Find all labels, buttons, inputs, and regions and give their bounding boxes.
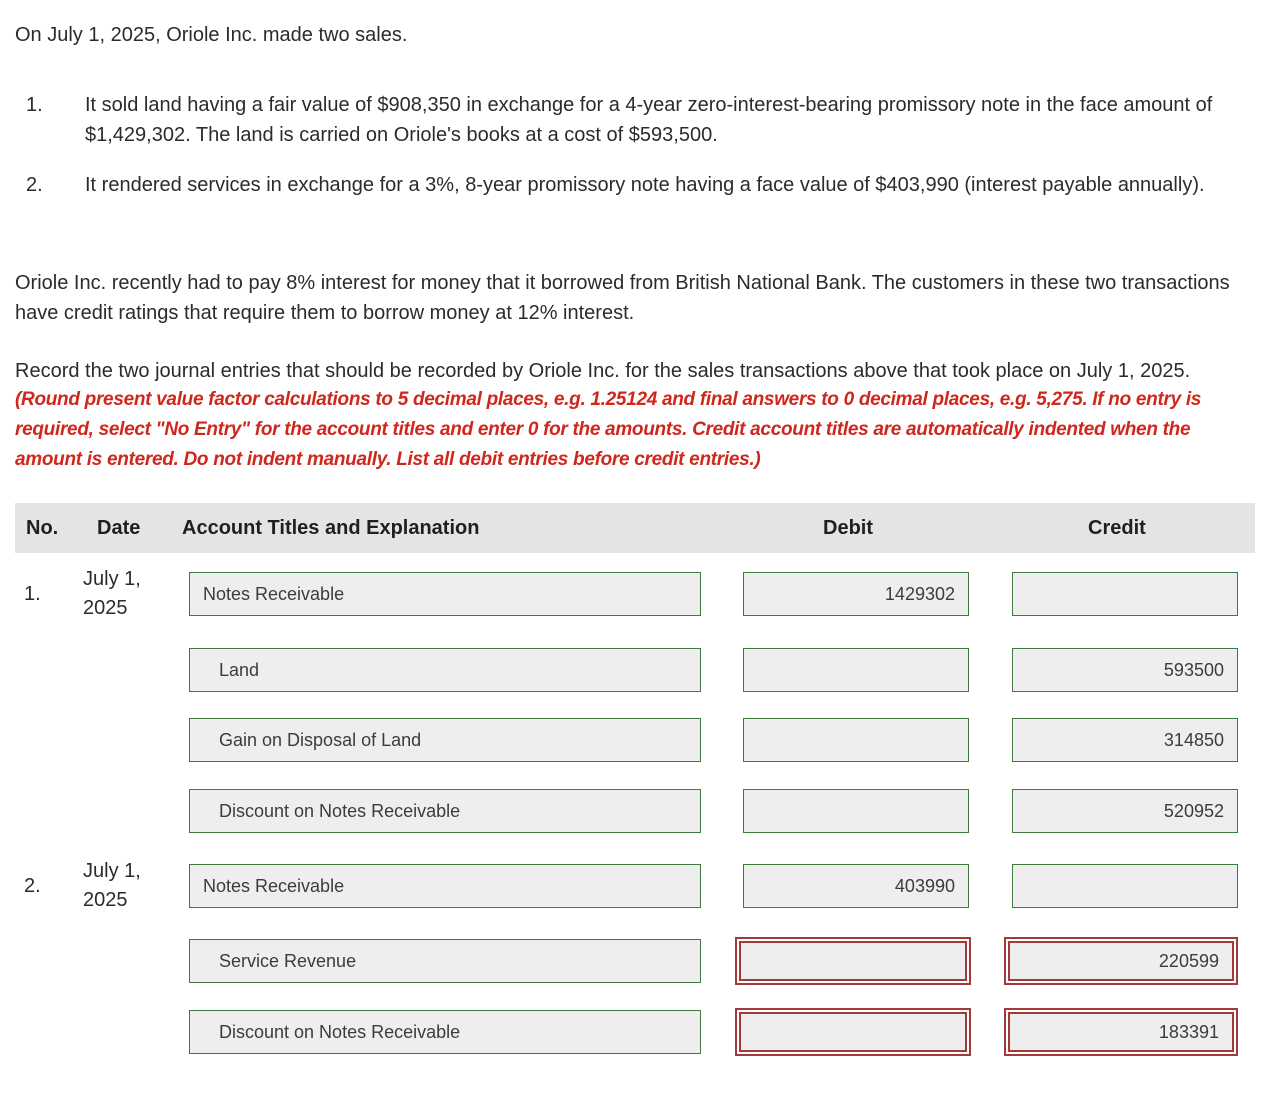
item-2-text: It rendered services in exchange for a 3%, 8-year promissory note having a face value of $403,990 (interest payable annually). <box>85 174 1205 196</box>
entry-1-credit-2[interactable]: 593500 <box>1012 648 1238 692</box>
entry-2-account-2[interactable]: Service Revenue <box>189 939 701 983</box>
entry-2-debit-1[interactable]: 403990 <box>743 864 969 908</box>
entry-1-account-1[interactable]: Notes Receivable <box>189 572 701 616</box>
entry-2-credit-1[interactable] <box>1012 864 1238 908</box>
intro-text: On July 1, 2025, Oriole Inc. made two sales. <box>15 24 408 46</box>
entry-1-credit-4[interactable]: 520952 <box>1012 789 1238 833</box>
header-credit: Credit <box>1088 517 1146 539</box>
entry-1-debit-2[interactable] <box>743 648 969 692</box>
entry-2-account-3[interactable]: Discount on Notes Receivable <box>189 1010 701 1054</box>
header-debit: Debit <box>823 517 873 539</box>
item-1-number: 1. <box>26 94 43 116</box>
rounding-instructions: (Round present value factor calculations to 5 decimal places, e.g. 1.25124 and final answers to 0 decimal places, e.g. 5,275. If no entry is required, select "No Entry" for the account titles and enter 0 for the amounts. Credit account titles are automatically indented when the amount is entered. Do not indent manually. List all debit entries before credit entries.) <box>15 389 1202 470</box>
entry-1-debit-1[interactable]: 1429302 <box>743 572 969 616</box>
entry-2-debit-3[interactable] <box>739 1012 967 1052</box>
item-1-text: It sold land having a fair value of $908,350 in exchange for a 4-year zero-interest-bearing promissory note in the face amount of $1,429,302. The land is carried on Oriole's books at a cost of $593,500. <box>85 94 1213 146</box>
entry-1-account-4[interactable]: Discount on Notes Receivable <box>189 789 701 833</box>
entry-1-number: 1. <box>24 583 41 605</box>
entry-2-credit-3[interactable]: 183391 <box>1008 1012 1234 1052</box>
entry-1-account-3[interactable]: Gain on Disposal of Land <box>189 718 701 762</box>
item-2-number: 2. <box>26 174 43 196</box>
entry-1-debit-4[interactable] <box>743 789 969 833</box>
header-account: Account Titles and Explanation <box>182 517 480 539</box>
header-no: No. <box>26 517 59 539</box>
entry-1-credit-1[interactable] <box>1012 572 1238 616</box>
header-date: Date <box>97 517 141 539</box>
entry-1-account-2[interactable]: Land <box>189 648 701 692</box>
entry-2-credit-2[interactable]: 220599 <box>1008 941 1234 981</box>
entry-2-account-1[interactable]: Notes Receivable <box>189 864 701 908</box>
entry-1-date: July 1, 2025 <box>83 568 141 619</box>
task-prompt: Record the two journal entries that should be recorded by Oriole Inc. for the sales transactions above that took place on July 1, 2025. <box>15 360 1191 382</box>
entry-2-date: July 1, 2025 <box>83 860 141 911</box>
entry-1-credit-3[interactable]: 314850 <box>1012 718 1238 762</box>
entry-2-number: 2. <box>24 875 41 897</box>
journal-table-header <box>15 503 1255 553</box>
entry-1-debit-3[interactable] <box>743 718 969 762</box>
context-paragraph: Oriole Inc. recently had to pay 8% interest for money that it borrowed from British National Bank. The customers in these two transactions have credit ratings that require them to borrow money at 12% interest. <box>15 272 1230 324</box>
entry-2-debit-2[interactable] <box>739 941 967 981</box>
